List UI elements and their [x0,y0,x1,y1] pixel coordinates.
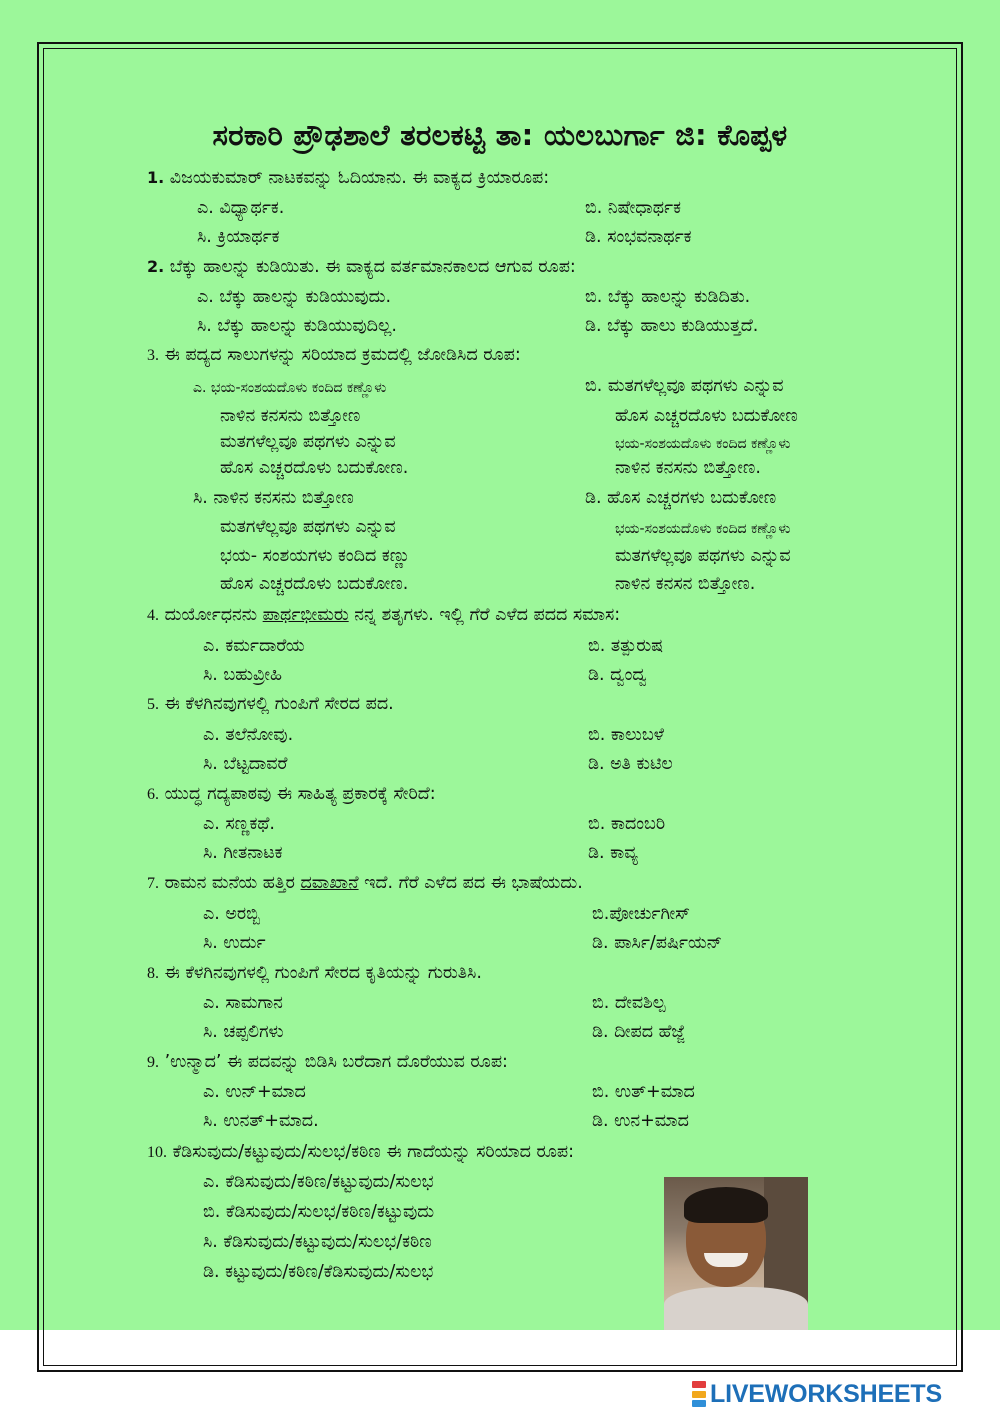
option-b[interactable]: ಬಿ. ತತ್ಪುರುಷ [588,636,664,656]
liveworksheets-logo-icon [692,1381,706,1407]
option-a[interactable]: ಎ. ಸಣ್ಣಕಥೆ. [203,814,275,834]
option-a[interactable]: ಎ. ಕರ್ಮದಾರೆಯ [203,636,305,656]
logo-bar-bottom [692,1400,706,1407]
option-d[interactable]: ಡಿ. ಬೆಕ್ಕು ಹಾಲು ಕುಡಿಯುತ್ತದೆ. [585,316,759,336]
option-a[interactable]: ಎ. ತಲೆನೋವು. [203,725,294,745]
option-b[interactable]: ಬಿ. ಕೆಡಿಸುವುದು/ಸುಲಭ/ಕಠಿಣ/ಕಟ್ಟುವುದು [203,1202,435,1222]
option-d[interactable]: ಡಿ. ಪಾರ್ಸಿ/ಪರ್ಷಿಯನ್ [592,933,723,953]
option-b[interactable]: ಬಿ. ಬೆಕ್ಕು ಹಾಲನ್ನು ಕುಡಿದಿತು. [585,287,751,307]
question-text: ಇದೆ. ಗೆರೆ ಎಳೆದ ಪದ ಈ ಭಾಷೆಯದು. [358,873,583,893]
teacher-photo [664,1177,808,1330]
option-d[interactable]: ಡಿ. ದ್ವಂದ್ವ [588,665,647,685]
option-a[interactable]: ಎ. ಅರಬ್ಬಿ [203,904,260,924]
option-a[interactable]: ಎ. ವಿಧ್ಯಾರ್ಥಕ. [197,198,285,218]
question-4 [147,603,620,628]
poem-line: ಭಯ-ಸಂಶಯದೊಳು ಕಂದಿದ ಕಣ್ಣೊಳು [615,436,791,452]
liveworksheets-brand[interactable] [692,1379,942,1409]
question-text: ಬೆಕ್ಕು ಹಾಲನ್ನು ಕುಡಿಯಿತು. ಈ ವಾಕ್ಯದ ವರ್ತಮಾನಕಾಲದ ಆಗುವ ರೂಪ: [164,257,576,277]
poem-line: ಹೊಸ ಎಚ್ಚರದೊಳು ಬದುಕೋಣ. [220,458,409,478]
question-text: ಈ ಕೆಳಗಿನವುಗಳಲ್ಲಿ ಗುಂಪಿಗೆ ಸೇರದ ಪದ. [159,694,394,714]
option-d[interactable]: ಡಿ. ಸಂಭವನಾರ್ಥಕ [585,227,692,247]
question-text: ಕೆಡಿಸುವುದು/ಕಟ್ಟುವುದು/ಸುಲಭ/ಕಠಿಣ ಈ ಗಾದೆಯನ್ನು ಸರಿಯಾದ ರೂಪ: [167,1142,574,1162]
poem-line: ಬಿ. ಮತಗಳೆಲ್ಲವೂ ಪಥಗಳು ಎನ್ನುವ [585,376,784,396]
poem-line: ಹೊಸ ಎಚ್ಚರದೊಳು ಬದುಕೋಣ [615,406,798,426]
poem-line: ಸಿ. ನಾಳಿನ ಕನಸನು ಬಿತ್ತೋಣ [193,488,354,508]
option-b[interactable]: ಬಿ.ಪೋರ್ಚುಗೀಸ್ [592,904,691,924]
question-number: 9. [147,1054,159,1071]
question-7 [147,871,583,896]
option-a[interactable]: ಎ. ಸಾಮಗಾನ [203,993,283,1013]
option-c[interactable]: ಸಿ. ಕ್ರಿಯಾರ್ಥಕ [197,227,280,247]
question-8 [147,961,482,986]
poem-line: ಮತಗಳೆಲ್ಲವೂ ಪಥಗಳು ಎನ್ನುವ [615,546,791,566]
question-number: 8. [147,965,159,982]
question-3 [147,343,521,368]
option-c[interactable]: ಸಿ. ಬೆಟ್ಟದಾವರೆ [203,754,288,774]
question-number: 5. [147,696,159,713]
option-c[interactable]: ಸಿ. ಉರ್ದು [203,933,266,953]
question-text: ರಾಮನ ಮನೆಯ ಹತ್ತಿರ [159,873,301,893]
option-c[interactable]: ಸಿ. ಚಪ್ಪಲಿಗಳು [203,1022,284,1042]
option-b[interactable]: ಬಿ. ಕಾಲುಬಳೆ [588,725,664,745]
question-text: ಈ ಪದ್ಯದ ಸಾಲುಗಳನ್ನು ಸರಿಯಾದ ಕ್ರಮದಲ್ಲಿ ಜೋಡಿಸಿದ ರೂಪ: [159,345,521,365]
question-5 [147,692,394,717]
option-c[interactable]: ಸಿ. ಬೆಕ್ಕು ಹಾಲನ್ನು ಕುಡಿಯುವುದಿಲ್ಲ. [197,316,397,336]
poem-line: ಹೊಸ ಎಚ್ಚರದೊಳು ಬದುಕೋಣ. [220,574,409,594]
logo-bar-mid [692,1391,706,1398]
option-b[interactable]: ಬಿ. ದೇವಶಿಲ್ಪ [592,993,666,1013]
page-title: ಸರಕಾರಿ ಪ್ರೌಢಶಾಲೆ ತರಲಕಟ್ಟಿ ತಾ: ಯಲಬುರ್ಗಾ ಜಿ: ಕೊಪ್ಪಳ [212,118,788,152]
option-c[interactable]: ಸಿ. ಉನತ್+ಮಾದ. [203,1111,319,1131]
question-text: ವಿಜಯಕುಮಾರ್ ನಾಟಕವನ್ನು ಓದಿಯಾನು. ಈ ವಾಕ್ಯದ ಕ್ರಿಯಾರೂಪ: [164,168,550,188]
option-a[interactable]: ಎ. ಬೆಕ್ಕು ಹಾಲನ್ನು ಕುಡಿಯುವುದು. [197,287,392,307]
option-c[interactable]: ಸಿ. ಬಹುವ್ರೀಹಿ [203,665,283,685]
poem-line: ಎ. ಭಯ-ಸಂಶಯದೊಳು ಕಂದಿದ ಕಣ್ಣೊಳು [193,380,387,396]
option-d[interactable]: ಡಿ. ಕಟ್ಟುವುದು/ಕಠಿಣ/ಕೆಡಿಸುವುದು/ಸುಲಭ [203,1262,434,1282]
option-b[interactable]: ಬಿ. ಕಾದಂಬರಿ [588,814,666,834]
question-1 [147,166,549,190]
option-a[interactable]: ಎ. ಉನ್+ಮಾದ [203,1082,306,1102]
option-b[interactable]: ಬಿ. ನಿಷೇಧಾರ್ಥಕ [585,198,681,218]
poem-line: ಭಯ- ಸಂಶಯಗಳು ಕಂದಿದ ಕಣ್ಣು [220,546,411,566]
question-number: 10. [147,1144,167,1161]
brand-name: LIVEWORKSHEETS [710,1379,942,1408]
option-c[interactable]: ಸಿ. ಗೀತನಾಟಕ [203,843,283,863]
question-number: 6. [147,786,159,803]
option-d[interactable]: ಡಿ. ಕಾವ್ಯ [588,843,638,863]
poem-line: ನಾಳಿನ ಕನಸನು ಬಿತ್ತೋಣ [220,406,361,426]
question-10 [147,1140,574,1165]
question-text: ನನ್ನ ಶತೃಗಳು. ಇಲ್ಲಿ ಗೆರೆ ಎಳೆದ ಪದದ ಸಮಾಸ: [348,605,621,625]
option-b[interactable]: ಬಿ. ಉತ್+ಮಾದ [592,1082,695,1102]
option-d[interactable]: ಡಿ. ಅತಿ ಕುಟಿಲ [588,754,673,774]
question-number: 3. [147,347,159,364]
underlined-word: ದವಾಖಾನೆ [300,873,359,893]
question-text: ’ಉನ್ಮಾದ’ ಈ ಪದವನ್ನು ಬಿಡಿಸಿ ಬರೆದಾಗ ದೊರೆಯುವ ರೂಪ: [159,1052,508,1072]
question-number: 2. [147,257,165,276]
option-d[interactable]: ಡಿ. ದೀಪದ ಹೆಜ್ಜೆ [592,1022,686,1042]
question-number: 1. [147,168,165,187]
poem-line: ಮತಗಳೆಲ್ಲವೂ ಪಥಗಳು ಎನ್ನುವ [220,432,396,452]
poem-line: ನಾಳಿನ ಕನಸನು ಬಿತ್ತೋಣ. [615,458,761,478]
question-number: 4. [147,607,159,624]
question-2 [147,255,576,279]
option-d[interactable]: ಡಿ. ಉನ+ಮಾದ [592,1111,689,1131]
poem-line: ಭಯ-ಸಂಶಯದೊಳು ಕಂದಿದ ಕಣ್ಣೊಳು [615,521,791,537]
logo-bar-top [692,1381,706,1388]
question-6 [147,782,436,807]
question-number: 7. [147,875,159,892]
question-9 [147,1050,508,1075]
poem-line: ಡಿ. ಹೊಸ ಎಚ್ಚರಗಳು ಬದುಕೋಣ [585,488,777,508]
option-c[interactable]: ಸಿ. ಕೆಡಿಸುವುದು/ಕಟ್ಟುವುದು/ಸುಲಭ/ಕಠಿಣ [203,1232,432,1252]
underlined-word: ಪಾರ್ಥಭೀಮರು [262,605,349,625]
option-a[interactable]: ಎ. ಕೆಡಿಸುವುದು/ಕಠಿಣ/ಕಟ್ಟುವುದು/ಸುಲಭ [203,1172,434,1192]
poem-line: ಮತಗಳೆಲ್ಲವೂ ಪಥಗಳು ಎನ್ನುವ [220,517,396,537]
question-text: ದುರ್ಯೋಧನನು [159,605,263,625]
poem-line: ನಾಳಿನ ಕನಸನ ಬಿತ್ತೋಣ. [615,574,756,594]
question-text: ಯುದ್ಧ ಗದ್ಯಪಾಠವು ಈ ಸಾಹಿತ್ಯ ಪ್ರಕಾರಕ್ಕೆ ಸೇರಿದೆ: [159,784,436,804]
question-text: ಈ ಕೆಳಗಿನವುಗಳಲ್ಲಿ ಗುಂಪಿಗೆ ಸೇರದ ಕೃತಿಯನ್ನು ಗುರುತಿಸಿ. [159,963,482,983]
